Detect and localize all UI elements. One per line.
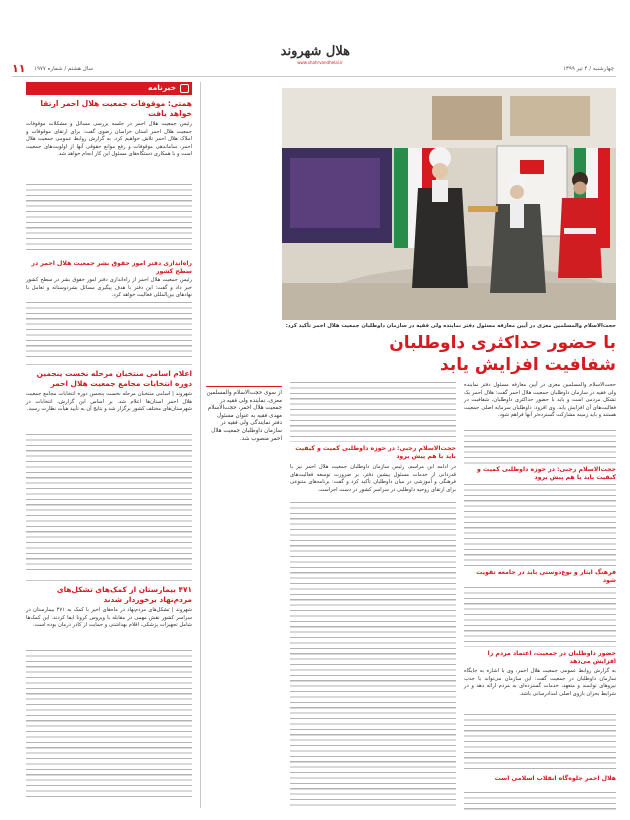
intro-text-lines: [464, 430, 616, 464]
date-line: چهارشنبه / ۴ تیر ۱۳۹۹: [562, 66, 614, 72]
sidebar-story-2: [26, 260, 192, 300]
story-4-text-lines: [26, 650, 192, 800]
story-3-body: شهروند | اسامی منتخبان مرحله نخست پنجمین دوره انتخابات مجامع جمعیت هلال احمر استان‌ها اعلام شد. بر اساس این گزارش، انتخابات در شهرستان‌های مختلف کشور برگزار شد و نتایج آن به تأیید هیأت نظارت رسید.: [26, 391, 192, 413]
story-1-text-lines: [26, 184, 192, 254]
middle-col-lines-2: [290, 502, 456, 810]
sidebar: [26, 82, 192, 808]
headline-line-2: شفافیت افزایش یابد: [440, 355, 616, 375]
story-1-body: رئیس جمعیت هلال احمر در جلسه بررسی مسائل و مشکلات موقوفات جمعیت هلال احمر استان خراسان رضوی گفت: برای ارتقای موقوفات و املاک هلال احمر تلاش خواهیم کرد. به گزارش روابط عمومی جمعیت هلال احمر، ساماندهی موقوفات و رفع موانع حقوقی آنها از اولویت‌های جمعیت است و با همکاری دستگاه‌های مسئول این کار انجام خواهد شد.: [26, 121, 192, 158]
main-body-left: در ادامه این مراسم، رئیس سازمان داوطلبان جمعیت هلال احمر نیز با قدردانی از خدمات مسئول پیشین دفتر، بر ضرورت توسعه فعالیت‌های فرهنگی و آموزشی در میان داوطلبان تأکید کرد و گفت: برنامه‌های متنوعی برای ارتقای روحیه داوطلبی در سراسر کشور در دست اجراست.: [290, 464, 456, 493]
right-col-lines-1: [464, 484, 616, 566]
right-col-lines-4: [464, 792, 616, 810]
masthead: [0, 0, 630, 78]
story-2-body: رئیس جمعیت هلال احمر از راه‌اندازی دفتر امور حقوق بشر در سطح کشور خبر داد و گفت: این دفتر با هدف پیگیری مسائل بشردوستانه و تعامل با نهادهای بین‌المللی فعالیت خواهد کرد.: [26, 277, 192, 299]
story-2-headline: راه‌اندازی دفتر امور حقوق بشر جمعیت هلال احمر در سطح کشور: [31, 260, 192, 275]
middle-col-lines-1: [290, 382, 456, 442]
sidebar-header: [26, 82, 192, 95]
main-body-right: به گزارش روابط عمومی جمعیت هلال احمر، وی با اشاره به جایگاه سازمان داوطلبان در جمعیت گفت: این سازمان می‌تواند با جذب نیروهای توانمند و متعهد، خدمات گسترده‌ای به مردم ارائه دهد و در شرایط بحران بازوی اصلی امدادرسانی باشد.: [464, 668, 616, 697]
middle-subhead: حجت‌الاسلام رجبی: در حوزه داوطلبی کمیت و کیفیت باید با هم پیش برود: [295, 445, 456, 460]
masthead-divider: [12, 76, 616, 77]
story-3-headline: اعلام اسامی منتخبان مرحله نخست پنجمین دوره انتخابات مجامع جمعیت هلال احمر: [36, 369, 192, 388]
story-2-text-lines: [26, 302, 192, 358]
pullquote-box: [206, 386, 282, 510]
newsletter-icon: [180, 84, 189, 93]
sidebar-story-3: [26, 369, 192, 414]
right-col-lines-3: [464, 714, 616, 772]
sidebar-story-4: [26, 585, 192, 630]
subhead-2: فرهنگ ایثار و نوع‌دوستی باید در جامعه تقویت شود: [476, 569, 616, 584]
pullquote-text: از سوی حجت‌الاسلام والمسلمین معزی، نماینده ولی فقیه در جمعیت هلال احمر، حجت‌الاسلام مهدی فقیه به عنوان مسئول دفتر نمایندگی ولی فقیه در سازمان داوطلبان جمعیت هلال احمر منصوب شد.: [206, 390, 282, 442]
main-headline: [366, 332, 616, 376]
right-col-lines-2: [464, 587, 616, 647]
page-number: ۱۱: [12, 62, 26, 75]
logo-site: www.shahrvandhelal.ir: [297, 60, 343, 65]
issue-line: سال هشتم / شماره ۱۹۷۷: [34, 66, 94, 72]
main-body-intro: حجت‌الاسلام والمسلمین معزی در آیین معارفه مسئول دفتر نماینده ولی فقیه در سازمان داوطلبان جمعیت هلال احمر گفت: هلال احمر یک تشکل مردمی است و باید با حضور حداکثری داوطلبان، شفافیت در فعالیت‌های آن افزایش یابد. وی افزود: داوطلبان سرمایه اصلی جمعیت هستند و باید زمینه مشارکت گسترده‌تر آنها فراهم شود.: [464, 382, 616, 419]
story-4-headline: ۴۷۱ بیمارستان از کمک‌های تشکل‌های مردم‌نهاد برخوردار شدند: [56, 585, 192, 604]
sidebar-story-1: [26, 99, 192, 159]
column-divider: [200, 82, 201, 808]
story-1-headline: همتی: موقوفات جمعیت هلال احمر ارتقا خواهد یافت: [40, 99, 192, 118]
headline-line-1: با حضور حداکثری داوطلبان: [389, 333, 616, 353]
logo: [280, 44, 350, 70]
logo-text: هلال شهروند: [280, 44, 350, 59]
ceremony-photo-illustration: [282, 88, 616, 320]
photo-caption: حجت‌الاسلام والمسلمین معزی در آیین معارفه مسئول دفتر نماینده ولی فقیه در سازمان داوطلبان جمعیت هلال احمر تأکید کرد:: [285, 323, 616, 329]
subhead-3: حضور داوطلبان در جمعیت، اعتماد مردم را افزایش می‌دهد: [487, 650, 616, 665]
story-4-body: شهروند | تشکل‌های مردم‌نهاد در ماه‌های اخیر با کمک به ۴۷۱ بیمارستان در سراسر کشور نقش مهمی در مقابله با ویروس کرونا ایفا کردند. این کمک‌ها شامل تجهیزات پزشکی، اقلام بهداشتی و حمایت از کادر درمان بوده است.: [26, 607, 192, 629]
main-story: [206, 82, 616, 812]
main-photo: [282, 88, 616, 320]
sidebar-title: خبرنامه: [148, 83, 176, 92]
sidebar-divider-2: [26, 580, 192, 581]
subhead-4: هلال احمر جلوه‌گاه انقلاب اسلامی است: [494, 775, 616, 782]
story-3-text-lines: [26, 434, 192, 574]
subhead-1: حجت‌الاسلام رجبی: در حوزه داوطلبی کمیت و کیفیت باید با هم پیش برود: [477, 466, 616, 481]
sidebar-divider-1: [26, 364, 192, 365]
